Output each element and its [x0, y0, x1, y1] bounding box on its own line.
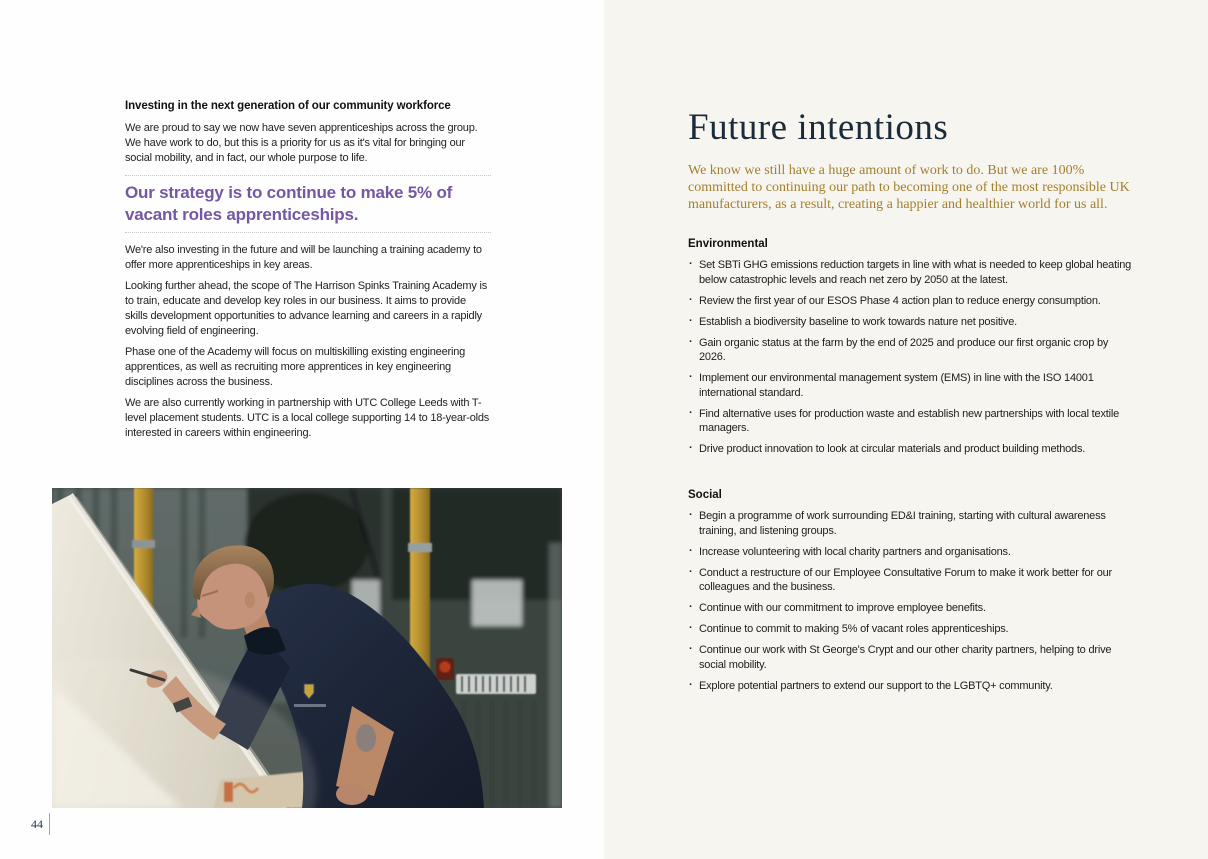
dotted-divider-bottom	[125, 232, 491, 233]
worker-fist	[336, 783, 368, 805]
body-paragraphs	[125, 243, 491, 447]
bullet-item: · Establish a biodiversity baseline to work towards nature net positive.	[688, 315, 1136, 330]
page-number: 44	[31, 816, 43, 831]
page-number-rule	[49, 813, 50, 835]
right-page	[604, 0, 1208, 859]
intro-paragraph: We are proud to say we now have seven apprenticeships across the group. We have work to do, but this is a priority for us as it's vital for bringing our social mobility, and in fact, our whole purpose to life.	[125, 122, 478, 164]
bullet-item: · Increase volunteering with local charity partners and organisations.	[688, 545, 1136, 560]
bullet-item: · Continue with our commitment to improve employee benefits.	[688, 601, 1136, 616]
bullet-item: · Continue our work with St George's Crypt and our other charity partners, helping to drive social mobility.	[688, 643, 1136, 672]
social-heading: Social	[688, 489, 722, 501]
bullet-item: · Review the first year of our ESOS Phase 4 action plan to reduce energy consumption.	[688, 294, 1136, 309]
bullet-item: · Continue to commit to making 5% of vacant roles apprenticeships.	[688, 622, 1136, 637]
environmental-heading: Environmental	[688, 238, 768, 250]
pull-quote: Our strategy is to continue to make 5% of vacant roles apprenticeships.	[125, 183, 453, 224]
social-list	[688, 509, 1136, 693]
paragraph: Looking further ahead, the scope of The Harrison Spinks Training Academy is to train, educate and develop key roles in our business. It aims to provide skills development opportunities to advance learning and careers in a rapidly evolving field of engineering.	[125, 280, 488, 337]
bullet-item: · Explore potential partners to extend our support to the LGBTQ+ community.	[688, 679, 1136, 694]
bullet-item: · Conduct a restructure of our Employee Consultative Forum to make it work better for our colleagues and the business.	[688, 566, 1136, 595]
bullet-item: · Begin a programme of work surrounding ED&I training, starting with cultural awareness training, and listening groups.	[688, 509, 1136, 538]
page-title: Future intentions	[688, 107, 949, 148]
page-intro: We know we still have a huge amount of work to do. But we are 100% committed to continuing our path to becoming one of the most responsible UK manufacturers, as a result, creating a happier and healthier world for us all.	[688, 163, 1130, 212]
tattoo	[356, 724, 376, 752]
section-heading: Investing in the next generation of our community workforce	[125, 100, 451, 112]
paragraph: We're also investing in the future and will be launching a training academy to offer more apprenticeships in key areas.	[125, 244, 482, 271]
paragraph: Phase one of the Academy will focus on multiskilling existing engineering apprentices, as well as recruiting more apprentices in key engineering disciplines across the business.	[125, 346, 466, 388]
bullet-item: · Drive product innovation to look at circular materials and product building methods.	[688, 442, 1136, 457]
environmental-section	[688, 238, 1136, 463]
bullet-item: · Find alternative uses for production waste and establish new partnerships with local textile managers.	[688, 407, 1136, 436]
shirt-crest-text	[294, 704, 326, 707]
dotted-divider-top	[125, 175, 491, 176]
environmental-list	[688, 258, 1136, 457]
social-section	[688, 489, 1136, 700]
workshop-photo	[52, 488, 562, 808]
paragraph: We are also currently working in partnership with UTC College Leeds with T-level placement students. UTC is a local college supporting 14 to 18-year-olds interested in careers within engineering.	[125, 397, 490, 439]
bullet-item: · Gain organic status at the farm by the end of 2025 and produce our first organic crop by 2026.	[688, 336, 1136, 365]
bullet-item: · Set SBTi GHG emissions reduction targets in line with what is needed to keep global heating below catastrophic levels and reach net zero by 2050 at the latest.	[688, 258, 1136, 287]
left-page-footer	[31, 813, 50, 835]
bullet-item: · Implement our environmental management system (EMS) in line with the ISO 14001 international standard.	[688, 371, 1136, 400]
worker-ear	[245, 592, 255, 608]
